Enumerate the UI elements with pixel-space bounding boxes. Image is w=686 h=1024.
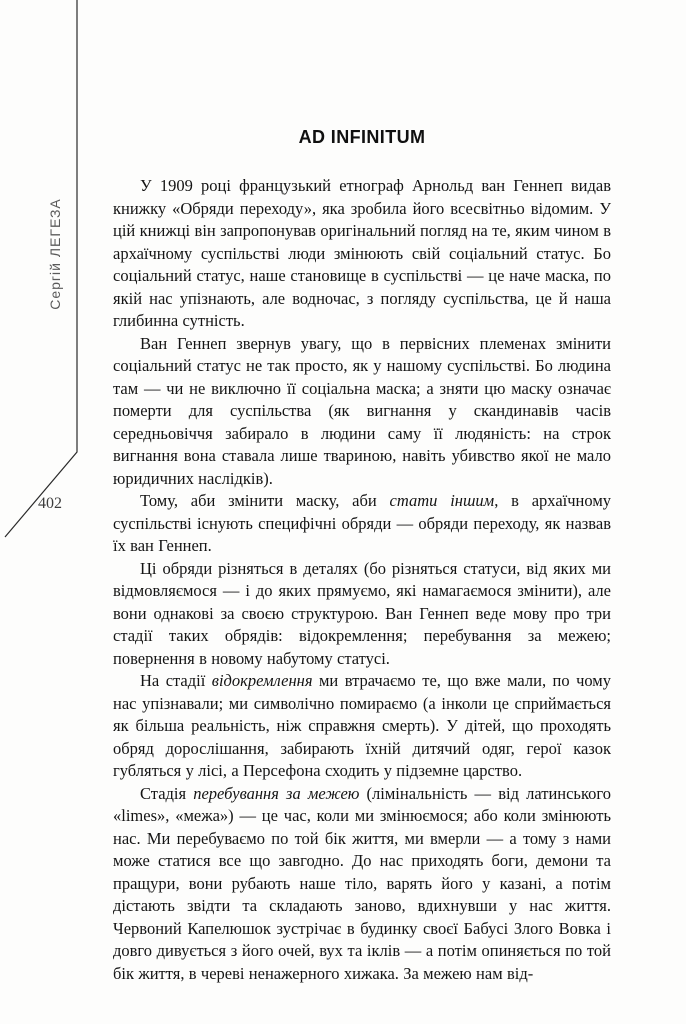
author-name-vertical: Сергій ЛЕГЕЗА [47,198,63,310]
body-text [113,175,611,985]
text-run: ми втрачаємо те, що вже мали, по чому нас упізнавали; ми символічно помираємо (а інколи це сприймається як більша реальність, ніж справжня смерть). У дітей, що проходять обряд дорослішання, забирають їхній дитячий одяг, герої казок губляться у лісі, а Персефона сходить у підземне царство. [113,671,611,780]
paragraph [113,333,611,491]
text-run: Тому, аби змінити маску, аби [140,491,390,510]
text-run: (лімінальність — від латинського «limes», «межа») — це час, коли ми змінюємося; або коли змінюють нас. Ми перебуваємо по той бік життя, ми вмерли — а тому з нами може статися все що завгодно. До нас приходять боги, демони та пращури, вони рубають наше тіло, варять його у казані, а потім дістають звідти та складають заново, вдихнувши у нас життя. Червоний Капелюшок зустрічає в будинку своєї Бабусі Злого Вовка і довго дивується з його очей, вух та іклів — а потім опиняється по той бік життя, в череві ненажерного хижака. За межею нам від- [113,783,611,983]
text-run: , в архаїчному суспільстві існують специфічні обряди — обряди переходу, як назвав їх ван Геннеп. [113,491,612,555]
text-run: На стадії [140,671,212,690]
paragraph [113,670,611,783]
italic-text-run: перебування за межею [193,783,360,803]
page-number: 402 [38,495,62,512]
text-run: У 1909 році французький етнограф Арнольд ван Геннеп видав книжку «Обряди переходу», яка зробила його всесвітньо відомим. У цій книжці він запропонував оригінальний погляд на те, яким чином в архаїчному суспільстві люди змінюють свій соціальний статус. Бо соціальний статус, наше становище в суспільстві — це наче маска, по якій нас упізнають, але водночас, з погляду суспільства, це й наша глибинна сутність. [113,176,611,330]
paragraph [113,558,611,671]
italic-text-run: відокремлення [211,671,313,690]
text-run: Стадія [140,783,194,803]
paragraph [113,490,611,558]
chapter-title: AD INFINITUM [298,127,426,147]
text-run: Ван Геннеп звернув увагу, що в первісних племенах змінити соціальний статус не так просто, як у нашому суспільстві. Бо людина там — чи не виключно її соціальна маска; а зняти цю маску означає померти для суспільства (як вигнання у скандинавів часів середньовіччя забирало в людини саму її людяність: на строк вигнання вона ставала лише твариною, навіть убивство якої не мало юридичних наслідків). [113,333,611,488]
text-column [113,127,611,985]
paragraph [113,783,611,986]
italic-text-run: стати іншим [389,491,495,510]
text-run: Ці обряди різняться в деталях (бо різняться статуси, від яких ми відмовляємося — і до яких прямуємо, які намагаємося змінити), але вони однакові за своєю структурою. Ван Геннеп веде мову про три стадії таких обрядів: відокремлення; перебування за межею; повернення в новому набутому статусі. [113,558,611,668]
paragraph [113,175,611,333]
